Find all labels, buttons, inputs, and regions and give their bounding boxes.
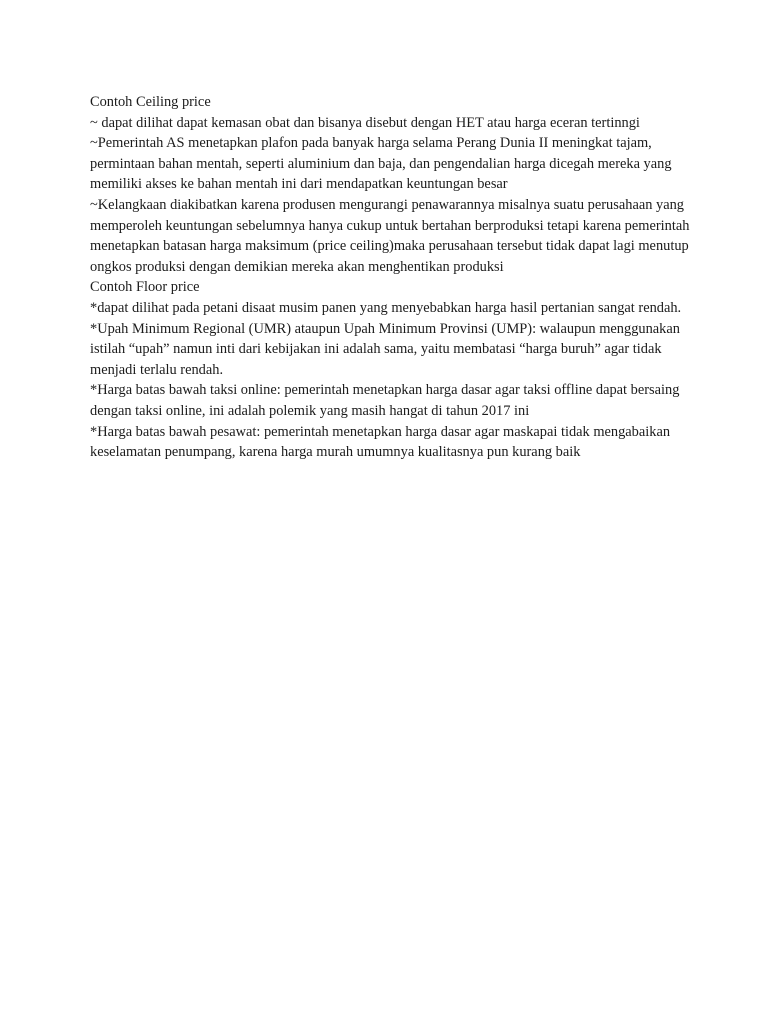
document-body	[90, 92, 690, 463]
heading-ceiling-price: Contoh Ceiling price	[90, 94, 211, 110]
paragraph-floor-example-3: *Harga batas bawah taksi online: pemerintah menetapkan harga dasar agar taksi offline dapat bersaing dengan taksi online, ini adalah polemik yang masih hangat di tahun 2017 ini	[90, 382, 680, 419]
paragraph-floor-example-2: *Upah Minimum Regional (UMR) ataupun Upah Minimum Provinsi (UMP): walaupun menggunakan istilah “upah” namun inti dari kebijakan ini adalah sama, yaitu membatasi “harga buruh” agar tidak menjadi terlalu rendah.	[90, 320, 680, 378]
paragraph-ceiling-example-2: ~Pemerintah AS menetapkan plafon pada banyak harga selama Perang Dunia II meningkat tajam, permintaan bahan mentah, seperti aluminium dan baja, dan pengendalian harga dicegah mereka yang memiliki akses ke bahan mentah ini dari mendapatkan keuntungan besar	[90, 135, 672, 193]
paragraph-ceiling-example-1: ~ dapat dilihat dapat kemasan obat dan bisanya disebut dengan HET atau harga eceran tertinngi	[90, 114, 640, 131]
paragraph-floor-example-4: *Harga batas bawah pesawat: pemerintah menetapkan harga dasar agar maskapai tidak mengabaikan keselamatan penumpang, karena harga murah umumnya kualitasnya pun kurang baik	[90, 423, 671, 461]
paragraph-floor-example-1: *dapat dilihat pada petani disaat musim panen yang menyebabkan harga hasil pertanian sangat rendah.	[90, 299, 682, 316]
heading-floor-price: Contoh Floor price	[90, 279, 200, 296]
paragraph-ceiling-example-3: ~Kelangkaan diakibatkan karena produsen mengurangi penawarannya misalnya suatu perusahaan yang memperoleh keuntungan sebelumnya hanya cukup untuk bertahan berproduksi tetapi karena pemerintah menetapkan batasan harga maksimum (price ceiling)maka perusahaan tersebut tidak dapat lagi menutup ongkos produksi dengan demikian mereka akan menghentikan produksi	[90, 196, 690, 275]
